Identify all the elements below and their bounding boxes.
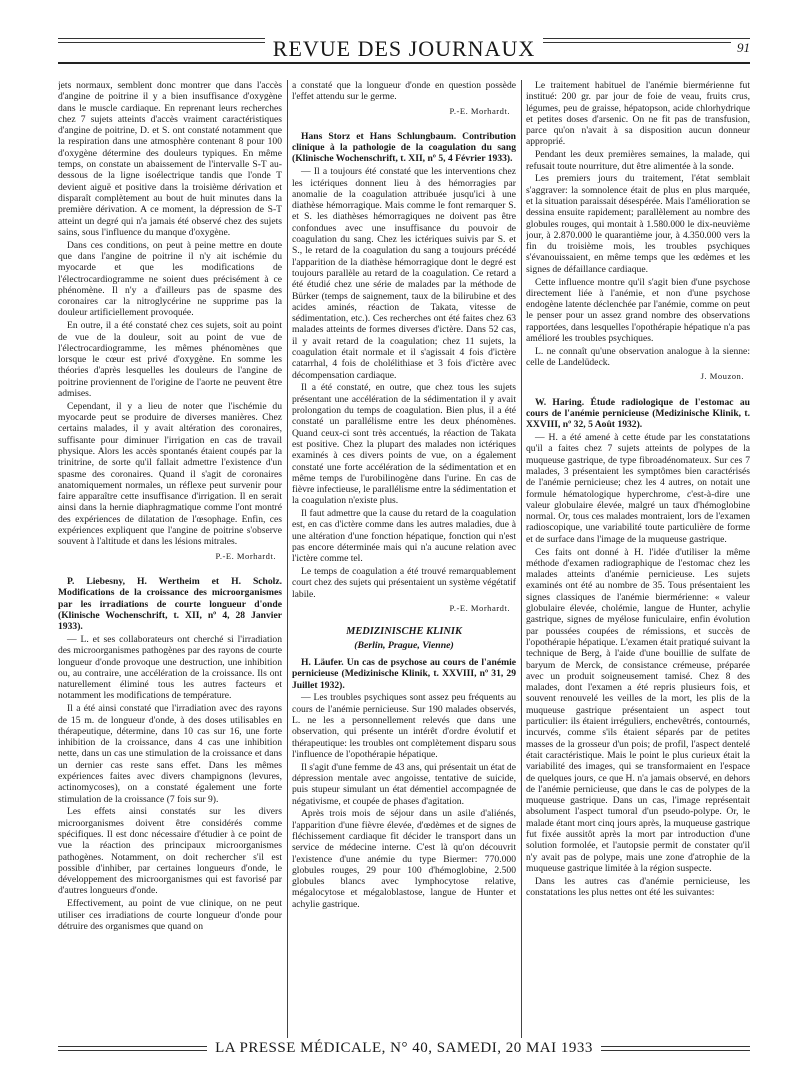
publication-line: LA PRESSE MÉDICALE, N° 40, SAMEDI, 20 MAI 1933: [207, 1040, 601, 1056]
paragraph: Il a été constaté, en outre, que chez tous les sujets présentant une accélération de la sédimentation il y avait prolongation du temps de coagulation. Bien plus, il a été constaté un parallélisme entre les deux phénomènes. Quand ceux-ci sont très accentués, la réaction de Takata est positive. Chez la plupart des malades non ictériques examinés à ces divers points de vue, on a également constaté une forte accélération de la sédimentation et en même temps de l'urobilinogène dans l'urine. En cas de fièvre infectieuse, le parallélisme entre la sédimentation et la coagulation n'existe plus.: [292, 382, 516, 507]
author-signature: P.-E. Morhardt.: [449, 105, 510, 116]
paragraph: Il faut admettre que la cause du retard de la coagulation est, en cas d'ictère comme dans les autres maladies, due à une altération d'une fonction hépatique, fonction qui n'est pas encore déterminée mais qui n'a aucune relation avec l'ictère comme tel.: [292, 508, 516, 565]
journal-section-subheading: (Berlin, Prague, Vienne): [354, 639, 454, 651]
page-number: 91: [731, 40, 750, 56]
page-header: [58, 28, 750, 68]
column-divider: [287, 80, 288, 1038]
paragraph: — Il a toujours été constaté que les interventions chez les ictériques donnent lieu à des hémorragies par anomalie de la coagulation attribuée jusqu'ici à une diathèse hémorragique. Mais comme le font remarquer S. et S. les diathèses hémorragiques ne doivent pas être confondues avec une insuffisance du pouvoir de coagulation du sang. Chez les ictériques suivis par S. et S., le retard de la coagulation du sang a toujours précédé l'apparition de la diathèse hémorragique dont le degré est toujours parallèle au retard de la coagulation. Ce retard a été étudié chez une série de malades par la méthode de Bürker (temps de saignement, taux de la bilirubine et des acides aminés, réaction de Takata, vitesse de sédimentation, etc.). Ces recherches ont été faites chez 63 malades atteints de formes diverses d'ictère. Dans 52 cas, il y avait retard de la coagulation; chez 11 sujets, la coagulation était normale et il s'agissait 4 fois d'ictère catarrhal, 4 fois de cholélithiase et 3 fois d'ictère avec décompensation cardiaque.: [292, 166, 516, 381]
journal-section-heading: MEDIZINISCHE KLINIK: [346, 626, 462, 638]
paragraph: L. ne connaît qu'une observation analogue à la sienne: celle de Landelüdeck.: [526, 345, 750, 369]
paragraph: Les effets ainsi constatés sur les divers microorganismes doivent être considérés comme spécifiques. Il est donc nécessaire d'étudier à ce point de vue la réaction des principaux microorganismes pathogènes. Notamment, on doit rechercher s'il est possible d'inhiber, par certaines longueurs d'onde, le développement des microorganismes qui est favorisé par d'autres longueurs d'onde.: [58, 806, 282, 897]
paragraph: — Les troubles psychiques sont assez peu fréquents au cours de l'anémie pernicieuse. Sur 190 malades observés, L. ne les a personnellement relevés que dans une observation, qui présente un intérêt d'ordre évolutif et thérapeutique: les troubles ont complètement disparu sous l'influence de l'opothérapie hépatique.: [292, 692, 516, 760]
author-signature: P.-E. Morhardt.: [215, 550, 276, 561]
article-title: W. Haring. Étude radiologique de l'estomac au cours de l'anémie pernicieuse (Medizinische Klinik, t. XXVIII, nº 32, 5 Août 1932).: [526, 396, 750, 431]
paragraph: Il s'agit d'une femme de 43 ans, qui présentait un état de dépression mentale avec angoisse, tentative de suicide, puis stupeur simulant un état démentiel accompagnée de négativisme, et coupée de phases d'agitation.: [292, 761, 516, 807]
paragraph: Ces faits ont donné à H. l'idée d'utiliser la même méthode d'examen radiographique de l'estomac chez les malades atteints d'anémie pernicieuse. Les sujets examinés ont été au nombre de 35. Tous présentaient les signes classiques de l'anémie biermérienne: « valeur globulaire élevée, cholémie, langue de Hunter, achylie gastrique, signes de myélose funiculaire, enfin évolution par poussées coupées de rémissions, et succès de l'opothérapie hépatique. L'examen était pratiqué suivant la technique de Berg, à l'aide d'une bouillie de sulfate de baryum de Merck, de consistance crémeuse, préparée avec un produit soigneusement tamisé. Chez 8 des malades, dont l'examen a été repris plusieurs fois, et souvent renouvelé les veilles de la mort, les plis de la muqueuse gastrique présentaient un aspect tout particulier: ils étaient irréguliers, enchevêtrés, contournés, incurvés, comme s'ils étaient séparés par de petites masses de la grosseur d'un pois; de profil, l'aspect dentelé était caractéristique. Mais le point le plus curieux était la variabilité des images, qui se transformaient en l'espace de quelques jours, ce que H. n'a jamais observé, en dehors de l'anémie pernicieuse, que dans le cas de polypes de la muqueuse gastrique. Dans un cas, l'image représentait absolument l'aspect tumoral d'un pseudo-polype. Or, le malade étant mort cinq jours après, la muqueuse gastrique fut fixée aussitôt après la mort par introduction d'une solution formolée, et l'autopsie permit de constater qu'il n'y avait pas de polype, mais une zone d'atrophie de la muqueuse gastrique limitée à la région suspecte.: [526, 546, 750, 874]
column-1: [58, 80, 282, 1038]
column-2: [292, 80, 516, 1038]
paragraph: — L. et ses collaborateurs ont cherché si l'irradiation des microorganismes pathogènes par des rayons de courte longueur d'onde provoque une destruction, une inhibition ou, au contraire, une accélération de la croissance. Ils ont naturellement éliminé tous les autres facteurs et notamment les modifications de température.: [58, 633, 282, 702]
article-title: P. Liebesny, H. Wertheim et H. Scholz. Modifications de la croissance des microorganismes par les irradiations de courte longueur d'onde (Klinische Wochenschrift, t. XII, nº 4, 28 Janvier 1933).: [58, 575, 282, 633]
paragraph: — H. a été amené à cette étude par les constatations qu'il a faites chez 7 sujets atteints de polypes de la muqueuse gastrique, de type fibroadénomateux. Sur ces 7 malades, 3 présentaient les symptômes bien caractérisés de l'anémie pernicieuse; chez les 4 autres, on notait une formule hématologique hyperchrome, c'est-à-dire une valeur globulaire élevée, malgré un taux d'hémoglobine normal. Or, tous ces malades montraient, lors de l'examen radioscopique, une variabilité toute particulière de forme et de surface dans l'image de la muqueuse gastrique.: [526, 432, 750, 545]
paragraph: Effectivement, au point de vue clinique, on ne peut utiliser ces irradiations de courte longueur d'onde pour détruire des organismes que quand on: [58, 898, 282, 932]
paragraph: Le temps de coagulation a été trouvé remarquablement court chez des sujets qui présentaient un système végétatif labile.: [292, 566, 516, 600]
paragraph: Cette influence montre qu'il s'agit bien d'une psychose directement liée à l'anémie, et non d'une psychose endogène latente déclenchée par l'anémie, comme on peut le penser pour un assez grand nombre des observations rapportées, dans lesquelles l'opothérapie hépatique n'a pas amélioré les troubles psychiques.: [526, 276, 750, 345]
paragraph: Le traitement habituel de l'anémie biermérienne fut institué: 200 gr. par jour de foie de veau, fruits crus, légumes, peu de graisse, hépatopson, acide chlorhydrique et petites doses d'arsenic. On ne fit pas de transfusion, parce qu'on n'avait à sa disposition aucun donneur approprié.: [526, 80, 750, 148]
column-divider: [521, 80, 522, 1038]
header-rule: [58, 62, 750, 64]
paragraph: Cependant, il y a lieu de noter que l'ischémie du myocarde peut se produire de diverses manières. Chez certains malades, il y avait altération des coronaires, suffisante pour diminuer l'irrigation en cas de travail physique. Alors les accès spontanés étaient coupés par la trinitrine, de sorte qu'il fallait admettre l'existence d'un spasme des coronaires. Quand il s'agit de coronaires anatomiquement normales, un réflexe peut survenir pour faire apparaître cette insuffisance d'irrigation. Il en serait ainsi dans la hernie diaphragmatique comme l'ont montré des expériences de dilatation de l'œsophage. Enfin, ces expériences expliquent que l'angine de poitrine s'observe souvent à l'altitude et dans les lésions mitrales.: [58, 400, 282, 548]
column-3: [526, 80, 750, 1038]
paragraph: En outre, il a été constaté chez ces sujets, soit au point de vue de la douleur, soit au point de vue de l'électrocardiogramme, les mêmes phénomènes que lorsque le cœur est privé d'oxygène. En somme les théories d'après lesquelles les douleurs de l'angine de poitrine proviennent de l'origine de l'aorte ne peuvent être admises.: [58, 320, 282, 400]
paragraph: Pendant les deux premières semaines, la malade, qui refusait toute nourriture, dut être alimentée à la sonde.: [526, 149, 750, 172]
article-title: Hans Storz et Hans Schlungbaum. Contribution clinique à la pathologie de la coagulation du sang (Klinische Wochenschrift, t. XII, nº 5, 4 Février 1933).: [292, 130, 516, 165]
paragraph: Les premiers jours du traitement, l'état semblait s'aggraver: la somnolence était de plus en plus marquée, et la situation paraissait désespérée. Mais l'amélioration se dessina ensuite rapidement; parallèlement au nombre des globules rouges, qui montait à 1.580.000 le dix-neuvième jour, à 2.870.000 le quarantième jour, à 4.350.000 vers la fin du troisième mois, les troubles psychiques s'évanouissaient, en même temps que les œdèmes et les signes de défaillance cardiaque.: [526, 173, 750, 275]
paragraph: Après trois mois de séjour dans un asile d'aliénés, l'apparition d'une fièvre élevée, d'œdèmes et de signes de fléchissement cardiaque fit décider le transport dans un service de médecine interne. C'est là qu'on découvrit l'existence d'une anémie du type Biermer: 770.000 globules rouges, 29 pour 100 d'hémoglobine, 2.500 globules blancs avec lymphocytose relative, mégalocytose et mégaloblastose, langue de Hunter et achylie gastrique.: [292, 808, 516, 910]
paragraph: Il a été ainsi constaté que l'irradiation avec des rayons de 15 m. de longueur d'onde, à des doses utilisables en thérapeutique, détermine, dans 10 cas sur 16, une forte inhibition de la croissance, dans 4 cas une inhibition nette, dans un cas une stimulation de la croissance et dans un dernier cas reste sans effet. Dans les mêmes expériences faites avec divers champignons (levures, actinomycoses), on a constaté également une forte stimulation de la croissance (7 fois sur 9).: [58, 703, 282, 805]
paragraph: jets normaux, semblent donc montrer que dans l'accès d'angine de poitrine il y a bien insuffisance d'oxygène dans le muscle cardiaque. En reprenant leurs recherches chez 7 sujets atteints d'accès vraiment caractéristiques d'angine de poitrine, D. et S. ont constaté notamment que la respiration dans une atmosphère contenant 8 pour 100 d'oxygène détermine des douleurs typiques. En même temps, on constate un abaissement de l'intervalle S-T au-dessous de la ligne isoélectrique tandis que l'onde T devient aiguë et positive dans la troisième dérivation et disparaît complètement au bout de huit minutes dans la première dérivation. A ce moment, la dépression de S-T atteint un degré qui n'a jamais été observé chez des sujets sains, sous l'influence du manque d'oxygène.: [58, 80, 282, 238]
paragraph: a constaté que la longueur d'onde en question possède l'effet attendu sur le germe.: [292, 80, 516, 103]
article-columns: [58, 80, 750, 1038]
author-signature: P.-E. Morhardt.: [449, 603, 510, 614]
author-signature: J. Mouzon.: [700, 371, 744, 382]
article-title: H. Läufer. Un cas de psychose au cours de l'anémie pernicieuse (Medizinische Klinik, t. XXVIII, nº 31, 29 Juillet 1932).: [292, 656, 516, 691]
page-footer: [58, 1040, 750, 1066]
paragraph: Dans ces conditions, on peut à peine mettre en doute que dans l'angine de poitrine il n'y ait ischémie du myocarde et que les modifications de l'électrocardiogramme ne soient dues précisément à ce phénomène. Il n'y a d'ailleurs pas de spasme des coronaires car la nitroglycérine ne supprime pas la douleur artificiellement provoquée.: [58, 239, 282, 319]
journal-section-title: REVUE DES JOURNAUX: [265, 36, 543, 61]
paragraph: Dans les autres cas d'anémie pernicieuse, les constatations les plus nettes ont été les suivantes:: [526, 875, 750, 898]
